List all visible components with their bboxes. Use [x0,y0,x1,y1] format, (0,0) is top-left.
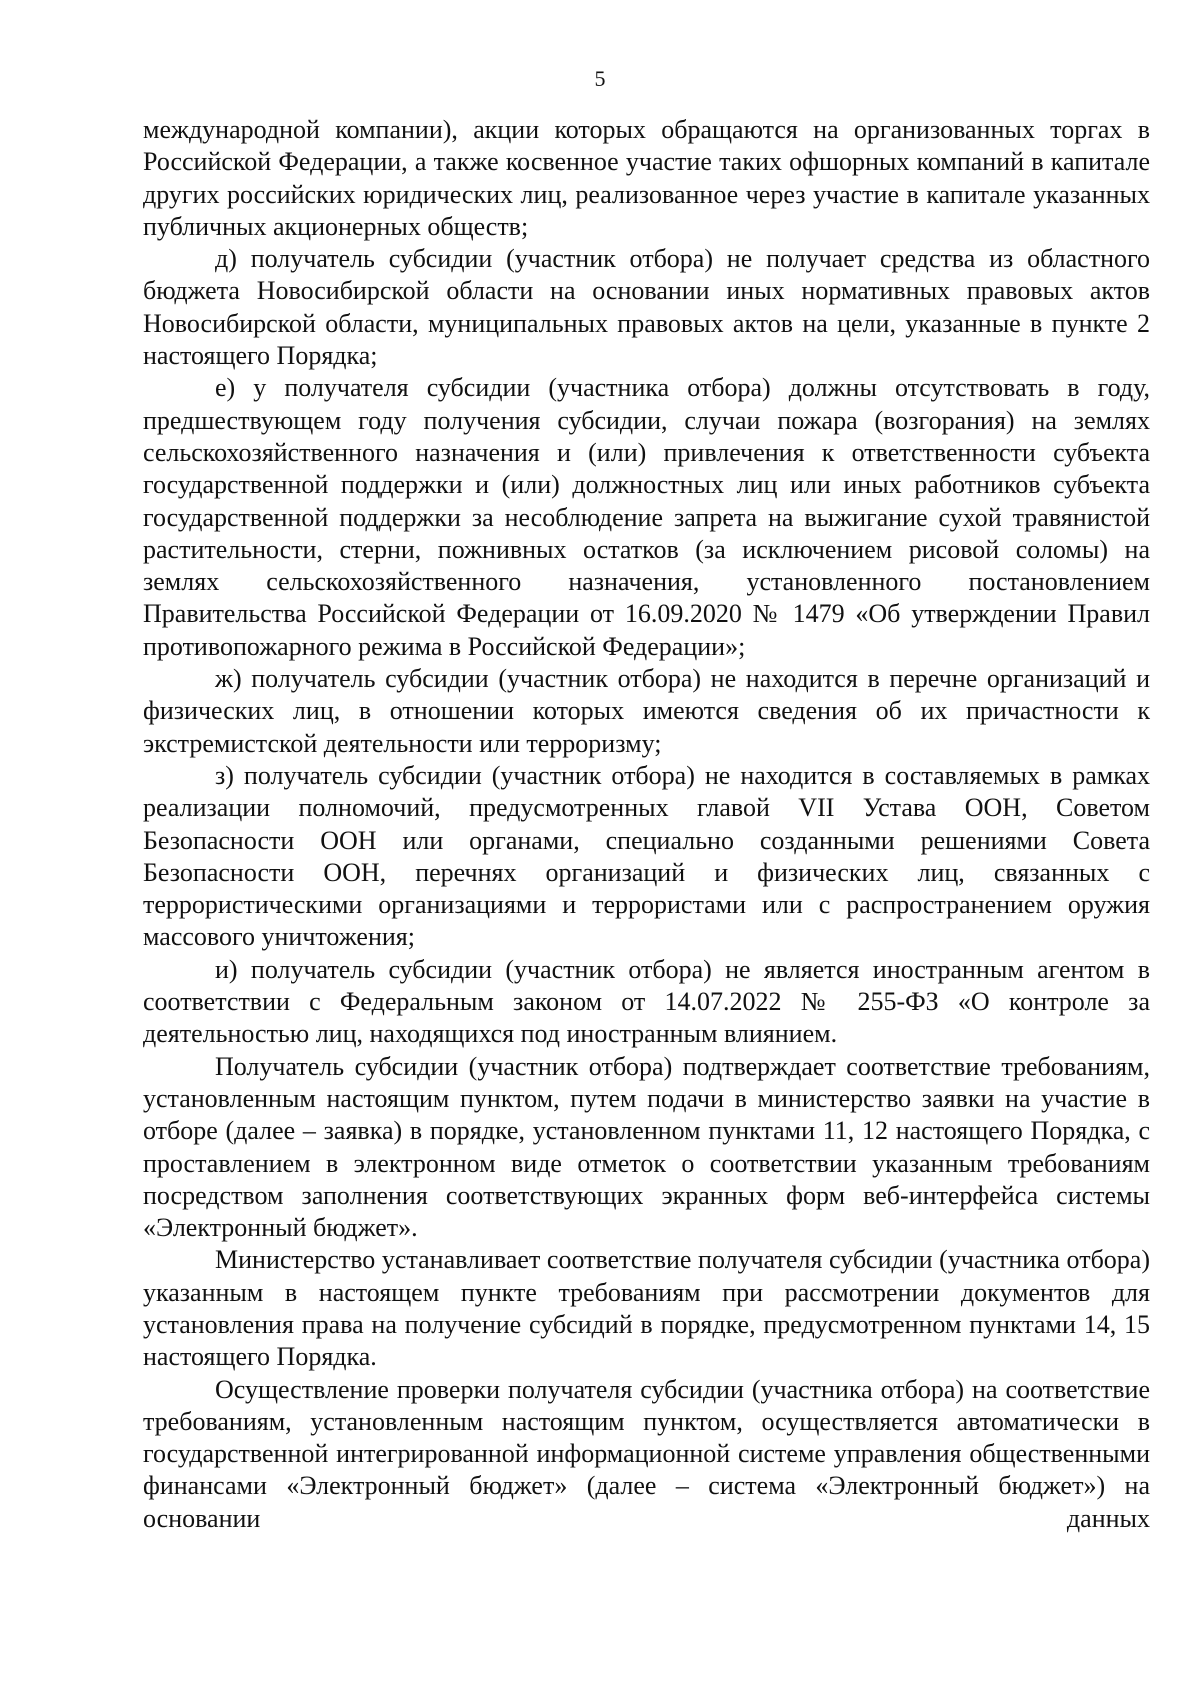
paragraph: з) получатель субсидии (участник отбора) не находится в составляемых в рамках реализации полномочий, предусмотренных главой VII Устава ООН, Советом Безопасности ООН или органами, специально созданными решениями Совета Безопасности ООН, перечнях организаций и физических лиц, связанных с террористическими организациями и террористами или с распространением оружия массового уничтожения; [143,760,1150,952]
paragraph: ж) получатель субсидии (участник отбора) не находится в перечне организаций и физических лиц, в отношении которых имеются сведения об их причастности к экстремистской деятельности или терроризму; [143,664,1150,758]
paragraph: Осуществление проверки получателя субсидии (участника отбора) на соответствие требованиям, установленным настоящим пунктом, осуществляется автоматически в государственной интегрированной информационной системе управления общественными финансами «Электронный бюджет» (далее – система «Электронный бюджет») на основании данных [143,1374,1150,1533]
paragraph: д) получатель субсидии (участник отбора) не получает средства из областного бюджета Новосибирской области на основании иных нормативных правовых актов Новосибирской области, муниципальных правовых актов на цели, указанные в пункте 2 настоящего Порядка; [143,244,1150,371]
document-body [143,114,1150,1535]
paragraph: е) у получателя субсидии (участника отбора) должны отсутствовать в году, предшествующем году получения субсидии, случаи пожара (возгорания) на землях сельскохозяйственного назначения и (или) привлечения к ответственности субъекта государственной поддержки и (или) должностных лиц или иных работников субъекта государственной поддержки за несоблюдение запрета на выжигание сухой травянистой растительности, стерни, пожнивных остатков (за исключением рисовой соломы) на землях сельскохозяйственного назначения, установленного постановлением Правительства Российской Федерации от 16.09.2020 № 1479 «Об утверждении Правил противопожарного режима в Российской Федерации»; [143,373,1150,661]
paragraph: Получатель субсидии (участник отбора) подтверждает соответствие требованиям, установленным настоящим пунктом, путем подачи в министерство заявки на участие в отборе (далее – заявка) в порядке, установленном пунктами 11, 12 настоящего Порядка, с проставлением в электронном виде отметок о соответствии указанным требованиям посредством заполнения соответствующих экранных форм веб-интерфейса системы «Электронный бюджет». [143,1051,1150,1243]
page-number: 5 [594,66,606,91]
paragraph: международной компании), акции которых обращаются на организованных торгах в Российской Федерации, а также косвенное участие таких офшорных компаний в капитале других российских юридических лиц, реализованное через участие в капитале указанных публичных акционерных обществ; [143,115,1150,241]
paragraph: и) получатель субсидии (участник отбора) не является иностранным агентом в соответствии с Федеральным законом от 14.07.2022 № 255-ФЗ «О контроле за деятельностью лиц, находящихся под иностранным влиянием. [143,954,1150,1049]
paragraph: Министерство устанавливает соответствие получателя субсидии (участника отбора) указанным в настоящем пункте требованиям при рассмотрении документов для установления права на получение субсидий в порядке, предусмотренном пунктами 14, 15 настоящего Порядка. [143,1245,1150,1372]
